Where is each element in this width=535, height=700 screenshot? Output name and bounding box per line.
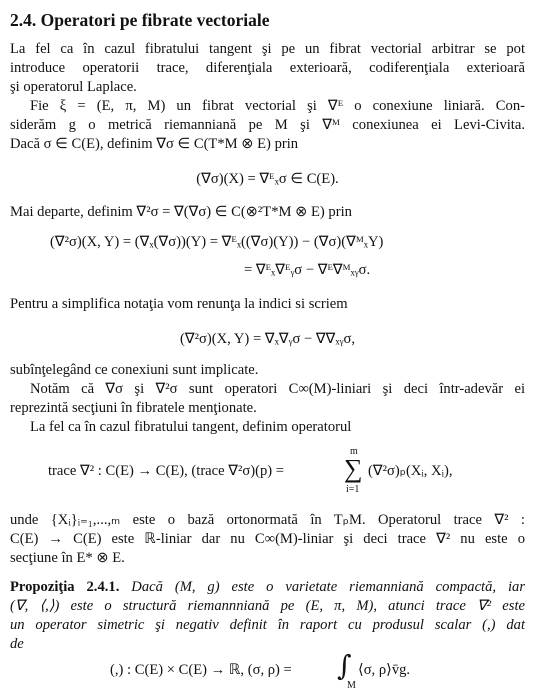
- paragraph-line: siderăm g o metrică riemanniană pe M şi ∇ᴹ conexiunea ei Levi-Civita.: [10, 117, 525, 133]
- equation: (∇²σ)(X, Y) = (∇ₓ(∇σ))(Y) = ∇ᴱₓ((∇σ)(Y)) − (∇σ)(∇ᴹₓY): [50, 234, 384, 250]
- equation: (,) : C(E) × C(E) → ℝ, (σ, ρ) =: [110, 662, 292, 678]
- proposition-line: de: [10, 636, 24, 652]
- equation: (∇²σ)(X, Y) = ∇ₓ∇ᵧσ − ∇∇ₓᵧσ,: [180, 331, 355, 347]
- equation: (∇²σ)ₚ(Xᵢ, Xᵢ),: [368, 463, 453, 479]
- paragraph-line: La fel ca în cazul fibratului tangent şi pe un fibrat vectorial arbitrar se pot: [10, 41, 525, 57]
- paragraph-line: La fel ca în cazul fibratului tangent, definim operatorul: [30, 419, 352, 435]
- paragraph-line: Notăm că ∇σ şi ∇²σ sunt operatori C∞(M)-liniari şi deci într-adevăr ei: [30, 381, 525, 397]
- equation: trace ∇² : C(E) → C(E), (trace ∇²σ)(p) =: [48, 463, 285, 479]
- proposition-label: Propoziţia 2.4.1.: [10, 579, 120, 595]
- paragraph-line: secţiune în E* ⊗ E.: [10, 550, 125, 566]
- paragraph-line: reprezintă secţiuni în fibratele menţionate.: [10, 400, 257, 416]
- equation: = ∇ᴱₓ∇ᴱᵧσ − ∇ᴱ∇ᴹₓᵧσ.: [244, 262, 371, 278]
- paragraph-line: Pentru a simplifica notaţia vom renunţa la indici si scriem: [10, 296, 348, 312]
- summation-sign: ∑: [344, 454, 363, 483]
- proposition-line: (∇, ⟨,⟩) este o structură riemannniană pe (E, π, M), atunci trace ∇² este: [10, 598, 525, 614]
- paragraph-line: Dacă σ ∈ C(E), definim ∇σ ∈ C(T*M ⊗ E) prin: [10, 136, 299, 152]
- paragraph-line: Mai departe, definim ∇²σ = ∇(∇σ) ∈ C(⊗²T*M ⊗ E) prin: [10, 204, 352, 220]
- paragraph-line: Fie ξ = (E, π, M) un fibrat vectorial şi ∇ᴱ o conexiune liniară. Con-: [30, 98, 525, 114]
- paragraph-line: subînţelegând ce conexiuni sunt implicate.: [10, 362, 259, 378]
- paragraph-line: şi operatorul Laplace.: [10, 79, 137, 95]
- paragraph-line: introduce operatorii trace, diferenţiala exterioară, codiferenţiala exterioară: [10, 60, 525, 76]
- equation: (∇σ)(X) = ∇ᴱₓσ ∈ C(E).: [196, 171, 339, 187]
- paragraph-line: C(E) → C(E) este ℝ-liniar dar nu C∞(M)-liniar şi deci trace ∇² nu este o: [10, 531, 525, 547]
- proposition-text: Dacă (M, g) este o varietate riemanniană compactă, iar: [131, 579, 525, 595]
- paragraph-line: unde {Xᵢ}ᵢ₌₁,...,ₘ este o bază ortonormată în TₚM. Operatorul trace ∇² :: [10, 512, 525, 528]
- proposition-line: [10, 578, 525, 596]
- summation-lower-limit: i=1: [346, 484, 360, 495]
- integral: [335, 646, 355, 694]
- proposition-line: un operator simetric şi negativ definit în raport cu produsul scalar (,) dat: [10, 617, 525, 633]
- summation-upper-limit: m: [350, 446, 358, 457]
- equation: ⟨σ, ρ⟩v̄g.: [358, 662, 411, 678]
- integral-sign: ∫: [337, 649, 352, 682]
- section-heading: 2.4. Operatori pe fibrate vectoriale: [10, 10, 270, 30]
- summation: [342, 446, 366, 496]
- integral-domain: M: [347, 680, 356, 691]
